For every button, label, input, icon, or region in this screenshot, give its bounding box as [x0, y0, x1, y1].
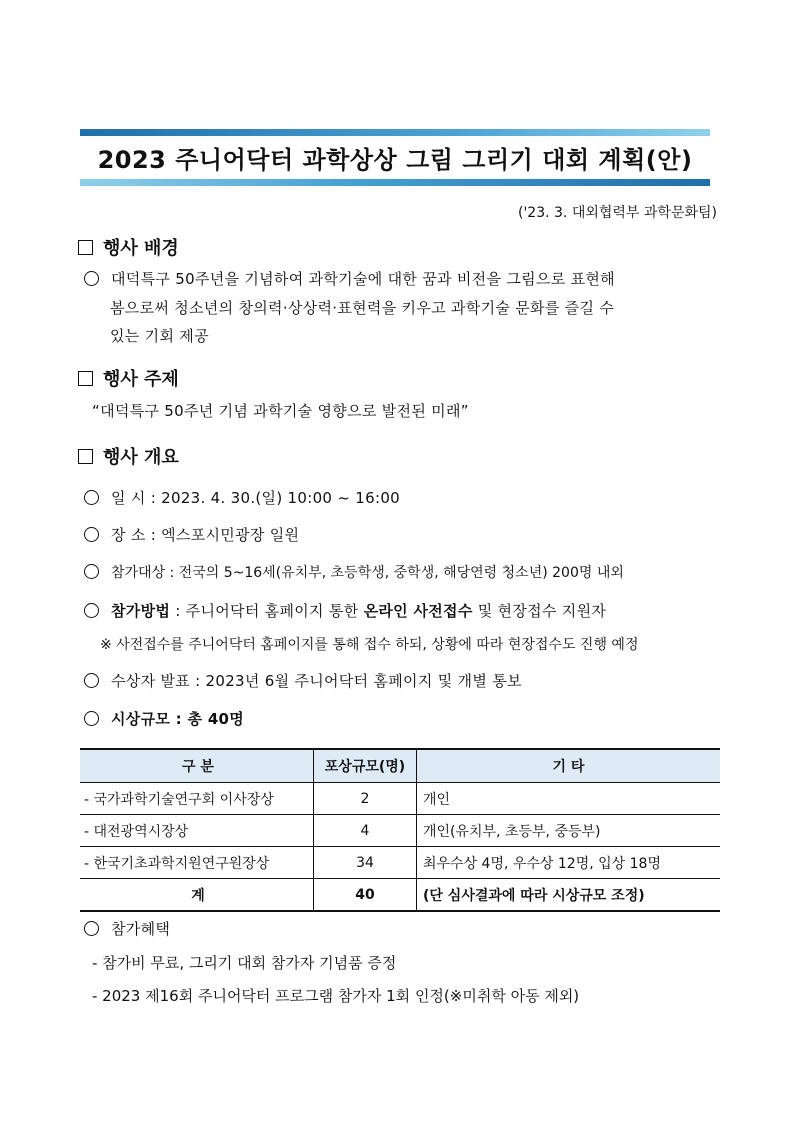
theme-text: “대덕특구 50주년 기념 과학기술 영향으로 발전된 미래”	[92, 402, 469, 420]
cell-count: 2	[314, 783, 417, 815]
cell-total-note: (단 심사결과에 따라 시상규모 조정)	[417, 879, 721, 912]
overview-method: 참가방법 : 주니어닥터 홈페이지 통한 온라인 사전접수 및 현장접수 지원자	[84, 600, 606, 621]
title-bar-bottom	[80, 179, 710, 186]
cell-category: - 대전광역시장상	[80, 815, 314, 847]
circle-bullet-icon	[84, 921, 99, 936]
overview-method-note: ※ 사전접수를 주니어닥터 홈페이지를 통해 접수 하되, 상황에 따라 현장접수도 진행 예정	[100, 637, 639, 653]
overview-announce: 수상자 발표 : 2023년 6월 주니어닥터 홈페이지 및 개별 통보	[84, 670, 522, 691]
cell-total-count: 40	[314, 879, 417, 912]
square-bullet-icon	[78, 240, 93, 255]
benefit-item-2: - 2023 제16회 주니어닥터 프로그램 참가자 1회 인정(※미취학 아동 제외)	[92, 987, 580, 1005]
cell-count: 34	[314, 847, 417, 879]
circle-bullet-icon	[84, 271, 99, 286]
cell-etc: 개인	[417, 783, 721, 815]
overview-place: 장 소 : 엑스포시민광장 일원	[84, 524, 299, 545]
circle-bullet-icon	[84, 673, 99, 688]
square-bullet-icon	[78, 449, 93, 464]
title-bar-top	[80, 129, 710, 136]
overview-scale: 시상규모 : 총 40명	[84, 708, 244, 729]
background-line-1: 대덕특구 50주년을 기념하여 과학기술에 대한 꿈과 비전을 그림으로 표현해	[84, 268, 615, 289]
header-etc: 기 타	[417, 749, 721, 783]
cell-count: 4	[314, 815, 417, 847]
cell-category: - 한국기초과학지원연구원장상	[80, 847, 314, 879]
table-row	[80, 783, 720, 815]
department-note: ('23. 3. 대외협력부 과학문화팀)	[518, 205, 717, 221]
section-theme-heading: 행사 주제	[78, 365, 179, 391]
overview-target: 참가대상 : 전국의 5~16세(유치부, 초등학생, 중학생, 해당연령 청소년) 200명 내외	[84, 562, 624, 582]
table-header-row	[80, 749, 720, 783]
document-title: 2023 주니어닥터 과학상상 그림 그리기 대회 계획(안)	[97, 146, 693, 174]
cell-total-label: 계	[80, 879, 314, 912]
benefit-item-1: - 참가비 무료, 그리기 대회 참가자 기념품 증정	[92, 954, 397, 972]
circle-bullet-icon	[84, 527, 99, 542]
benefit-heading: 참가혜택	[84, 918, 170, 939]
cell-etc: 개인(유치부, 초등부, 중등부)	[417, 815, 721, 847]
table-row	[80, 815, 720, 847]
overview-date: 일 시 : 2023. 4. 30.(일) 10:00 ~ 16:00	[84, 487, 400, 508]
circle-bullet-icon	[84, 603, 99, 618]
circle-bullet-icon	[84, 711, 99, 726]
circle-bullet-icon	[84, 490, 99, 505]
cell-category: - 국가과학기술연구회 이사장상	[80, 783, 314, 815]
table-row	[80, 847, 720, 879]
square-bullet-icon	[78, 371, 93, 386]
background-line-3: 있는 기회 제공	[110, 327, 209, 345]
circle-bullet-icon	[84, 564, 99, 579]
header-count: 포상규모(명)	[314, 749, 417, 783]
header-category: 구 분	[80, 749, 314, 783]
section-background-heading: 행사 배경	[78, 234, 179, 260]
section-overview-heading: 행사 개요	[78, 443, 179, 469]
background-line-2: 봄으로써 청소년의 창의력·상상력·표현력을 키우고 과학기술 문화를 즐길 수	[110, 299, 615, 317]
cell-etc: 최우수상 4명, 우수상 12명, 입상 18명	[417, 847, 721, 879]
table-total-row	[80, 879, 720, 912]
prize-table	[80, 748, 720, 912]
